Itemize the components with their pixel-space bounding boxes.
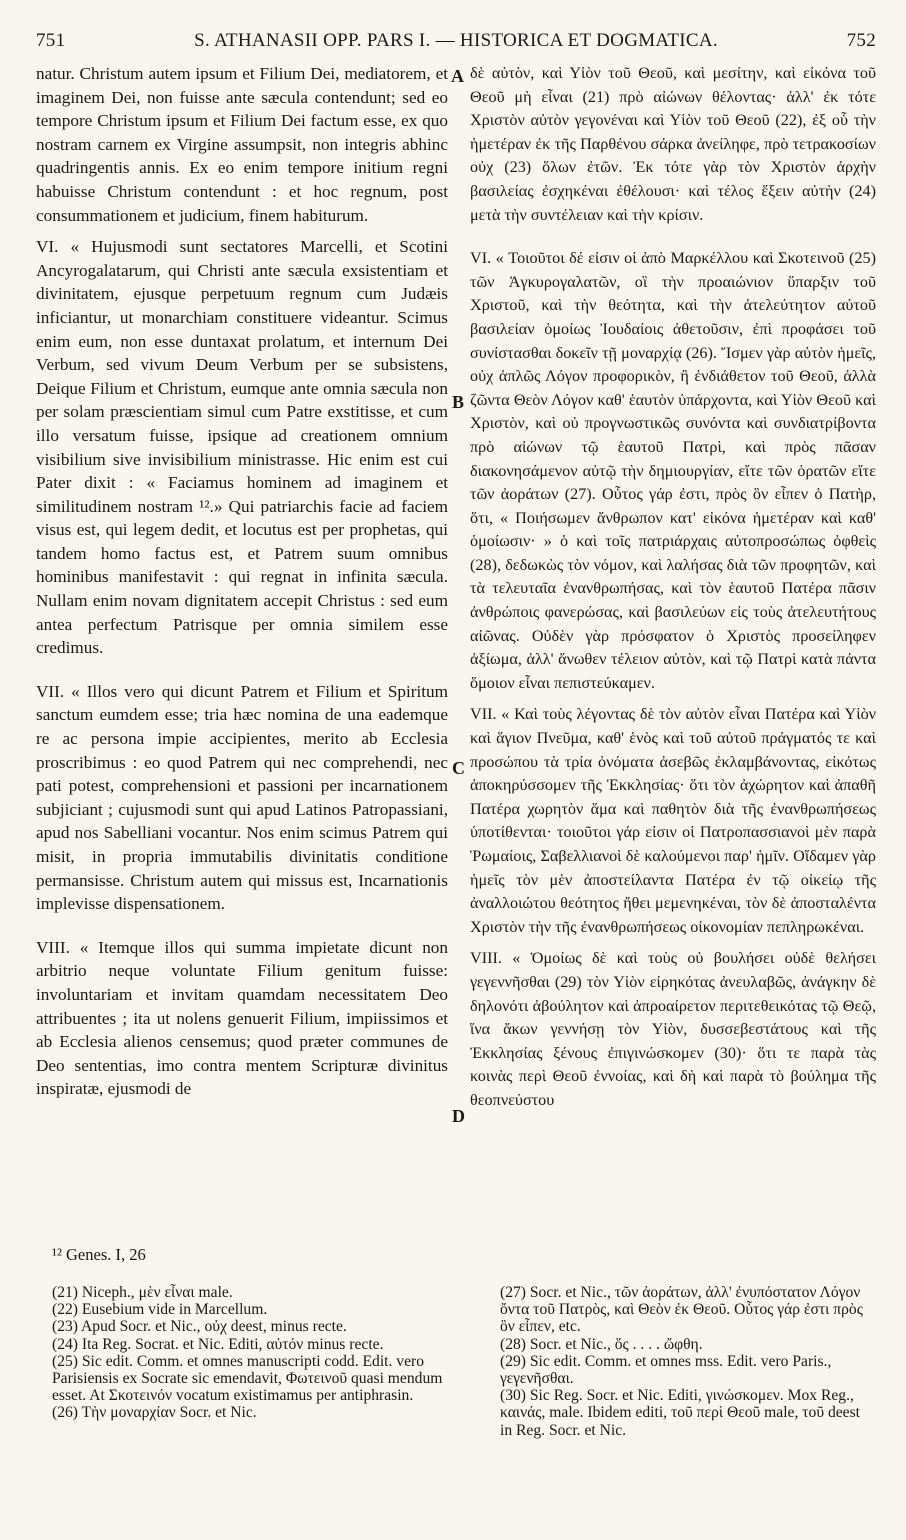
note-27: (27) Socr. et Nic., τῶν ἀοράτων, ἀλλ' ἐνυπόστατον Λόγον ὄντα τοῦ Πατρὸς, καὶ Θεὸν ἐκ Θεοῦ. Οὗτος γάρ ἐστι πρὸς ὃν εἶπεν, etc.	[500, 1284, 863, 1336]
note-23: (23) Apud Socr. et Nic., οὐχ deest, minus recte.	[52, 1318, 347, 1336]
greek-paragraph-intro: δὲ αὐτὸν, καὶ Υἱὸν τοῦ Θεοῦ, καὶ μεσίτην, καὶ εἰκόνα τοῦ Θεοῦ μὴ εἶναι (21) πρὸ αἰώνων θέλοντας· ἀλλ' ἐκ τότε Χριστὸν αὐτὸν γεγονέναι καὶ Υἱὸν τοῦ Θεοῦ (22), ἐξ οὗ τὴν ἡμετέραν ἐκ τῆς Παρθένου σάρκα ἀνείληφε, πρὸ τετρακοσίων οὐχ (23) ὅλων ἐτῶν. Ἐκ τότε γὰρ τὸν Χριστὸν ἀρχὴν βασιλείας ἐσχηκέναι ἐθέλουσι· καὶ τέλος ἕξειν αὐτὴν (24) μετὰ τὴν συντέλειαν καὶ τὴν κρίσιν.	[470, 64, 876, 224]
margin-marker-b: B	[452, 392, 465, 412]
greek-section-vii: VII. « Καὶ τοὺς λέγοντας δὲ τὸν αὐτὸν εἶναι Πατέρα καὶ Υἱὸν καὶ ἅγιον Πνεῦμα, καθ' ἑνὸς καὶ τοῦ αὐτοῦ πράγματός τε καὶ προσώπου τὰ τρία ὀνόματα ἀσεβῶς ἐκλαμβάνοντας, εἰκότως ἀποκηρύσσομεν τῆς Ἐκκλησίας· ὅτι τὸν ἀχώρητον καὶ ἀπαθῆ Πατέρα χωρητὸν ἅμα καὶ παθητὸν διὰ τῆς ἐνανθρωπήσεως ὑποτίθενται· τοιοῦτοι γάρ εἰσιν οἱ Πατροπασσιανοὶ μὲν παρὰ Ῥωμαίοις, Σαβελλιανοὶ δὲ καλούμενοι παρ' ἡμῖν. Οἴδαμεν γὰρ ἡμεῖς τὸν μὲν ἀποστείλαντα Πατέρα ἐν τῷ οἰκείῳ τῆς ἀναλλοιώτου θεότητος ἤθει μεμενηκέναι, τὸν δὲ ἀποσταλέντα Χριστὸν τὴν τῆς ἐνανθρωπήσεως οἰκονομίαν πεπληρωκέναι.	[470, 705, 876, 936]
page-header	[36, 30, 876, 54]
note-30: (30) Sic Reg. Socr. et Nic. Editi, γινώσκομεν. Mox Reg., καινάς, male. Ibidem editi, τοῦ περὶ Θεοῦ male, τοῦ deest in Reg. Socr. et Nic.	[500, 1387, 860, 1439]
greek-column	[470, 62, 876, 1113]
scripture-footnote: ¹² Genes. I, 26	[52, 1245, 146, 1264]
running-title: S. ATHANASII OPP. PARS I. — HISTORICA ET DOGMATICA.	[194, 30, 718, 51]
note-22: (22) Eusebium vide in Marcellum.	[52, 1301, 268, 1319]
latin-paragraph-intro: natur. Christum autem ipsum et Filium Dei, mediatorem, et imaginem Dei, non fuisse ante sæcula contendunt; sed eo tempore Christum ipsum et Filium Dei factum esse, ex quo nostram carnem ex Virgine assumpsit, non integris abhinc quadringentis annis. Ex eo enim tempore initium regni habuisse Christum contendunt : et hoc regnum, post consummationem et judicium, finem habiturum.	[36, 64, 448, 225]
note-21: (21) Niceph., μὲν εἶναι male.	[52, 1284, 233, 1301]
greek-section-viii: VIII. « Ὁμοίως δὲ καὶ τοὺς οὐ βουλήσει οὐδὲ θελήσει γεγεννῆσθαι (29) τὸν Υἱὸν εἰρηκότας ἀνευλαβῶς, ἀνάγκην δὲ δηλονότι ἀβούλητον καὶ ἀπροαίρετον περιτεθεικότας τῷ Θεῷ, ἵνα ἄκων γεννήσῃ τὸν Υἱὸν, δυσσεβεστάτους καὶ τῆς Ἐκκλησίας ξένους ἐπιγινώσκομεν (30)· ὅτι τε παρὰ τὰς κοινὰς περὶ Θεοῦ ἐννοίας, καὶ δὴ καὶ παρὰ τὸ βούλημα τῆς θεοπνεύστου	[470, 949, 876, 1109]
latin-column	[36, 62, 448, 1101]
note-29: (29) Sic edit. Comm. et omnes mss. Edit. vero Paris., γεγενῆσθαι.	[500, 1352, 832, 1388]
page-number-left: 751	[36, 30, 66, 51]
notes-right	[500, 1284, 876, 1439]
latin-section-viii: VIII. « Itemque illos qui summa impietate dicunt non arbitrio neque voluntate Filium genitum fuisse: involuntariam et invitam quamdam necessitatem Deo attribuentes ; ita ut nolens genuerit Filium, impiissimos et ab Ecclesia alienos censemus; quod præter communes de Deo sententias, imo contra mentem Scripturæ divinitus inspiratæ, ejusmodi de	[36, 937, 448, 1099]
margin-marker-d: D	[452, 1106, 465, 1126]
greek-section-vi: VI. « Τοιοῦτοι δέ εἰσιν οἱ ἀπὸ Μαρκέλλου καὶ Σκοτεινοῦ (25) τῶν Ἀγκυρογαλατῶν, οἳ τὴν προαιώνιον ὕπαρξιν τοῦ Χριστοῦ, καὶ τὴν θεότητα, καὶ τὴν ἀτελεύτητον αὐτοῦ βασιλείαν ὁμοίως Ἰουδαίοις ἀθετοῦσιν, ἐπὶ προφάσει τοῦ συνίστασθαι δοκεῖν τῇ μοναρχίᾳ (26). Ἴσμεν γὰρ αὐτὸν ἡμεῖς, οὐχ ἁπλῶς Λόγον προφορικὸν, ἢ ἐνδιάθετον τοῦ Θεοῦ, ἀλλὰ ζῶντα Θεὸν Λόγον καθ' ἑαυτὸν ὑπάρχοντα, καὶ Υἱὸν Θεοῦ καὶ Χριστὸν, καὶ οὐ προγνωστικῶς συνόντα καὶ συνδιατρίβοντα πρὸ αἰώνων τῷ ἑαυτοῦ Πατρὶ, καὶ πρὸς πᾶσαν διακονησάμενον αὐτῷ τὴν δημιουργίαν, εἴτε τῶν ὁρατῶν εἴτε τῶν ἀοράτων (27). Οὗτος γάρ ἐστι, πρὸς ὃν εἶπεν ὁ Πατὴρ, ὅτι, « Ποιήσωμεν ἄνθρωπον κατ' εἰκόνα ἡμετέραν καὶ καθ' ὁμοίωσιν· » ὁ καὶ τοῖς πατριάρχαις αὐτοπροσώπως ὀφθεὶς (28), δεδωκὼς τὸν νόμον, καὶ λαλήσας διὰ τῶν προφητῶν, καὶ τὰ τελευταῖα ἐνανθρωπήσας, καὶ τὸν ἑαυτοῦ Πατέρα πᾶσιν ἀνθρώποις φανερώσας, καὶ βασιλεύων εἰς τοὺς ἀτελευτήτους αἰῶνας. Οὐδὲν γὰρ πρόσφατον ὁ Χριστὸς προσείληφεν ἀξίωμα, ἀλλ' ἄνωθεν τέλειον αὐτὸν, καὶ τῷ Πατρὶ κατὰ πάντα ὅμοιον εἶναι πεπιστεύκαμεν.	[470, 249, 876, 692]
latin-section-vii: VII. « Illos vero qui dicunt Patrem et Filium et Spiritum sanctum eumdem esse; tria hæc nomina de una eademque re ac persona impie accipientes, merito ab Ecclesia proscribimus : eo quod Patrem qui nec comprehendi, nec pati potest, comprehensioni et passioni per incarnationem subjiciant ; cujusmodi sunt qui apud Latinos Patropassiani, apud nos Sabelliani vocantur. Nos enim scimus Patrem qui misit, in propria immutabilis divinitatis conditione permansisse. Christum autem qui missus est, Incarnationis implevisse dispensationem.	[36, 681, 448, 914]
margin-marker-a: A	[451, 66, 464, 86]
note-25: (25) Sic edit. Comm. et omnes manuscripti codd. Edit. vero Parisiensis ex Socrate sic emendavit, Φωτεινοῦ quasi mendum esset. At Σκοτεινόν vocatum existimamus per antiphrasin.	[52, 1352, 443, 1405]
page-number-right: 752	[846, 30, 876, 51]
note-24: (24) Ita Reg. Socrat. et Nic. Editi, αὐτόν minus recte.	[52, 1335, 384, 1353]
latin-section-vi: VI. « Hujusmodi sunt sectatores Marcelli, et Scotini Ancyrogalatarum, qui Christi ante sæcula exsistentiam et divinitatem, ejusque perpetuum regnum cum Judæis inficiantur, ut monarchiam constituere videantur. Scimus enim eum, non esse duntaxat prolatum, et internum Dei Verbum, sed vivum Deum Verbum per se subsistens, Deique Filium et Christum, eumque ante omnia sæcula non per solam præscientiam simul cum Patre exstitisse, et cum illo versatum fuisse, ipsique ad creationem omnium visibilium sive invisibilium ministrasse. Hic enim est cui Pater dixit : « Faciamus hominem ad imaginem et similitudinem nostram ¹².» Qui patriarchis facie ad faciem visus est, qui legem dedit, et locutus est per prophetas, qui tandem homo factus est, et Patrem suum omnibus hominibus manifestavit : qui regnat in infinita sæcula. Nullam enim novam dignitatem accepit Christus : sed eum antea perfectum Patrisque per omnia similem esse credimus.	[36, 237, 448, 658]
notes-left	[52, 1284, 454, 1422]
margin-marker-c: C	[452, 758, 465, 778]
note-28: (28) Socr. et Nic., ὅς . . . . ὤφθη.	[500, 1335, 703, 1353]
note-26: (26) Τὴν μοναρχίαν Socr. et Nic.	[52, 1404, 257, 1422]
